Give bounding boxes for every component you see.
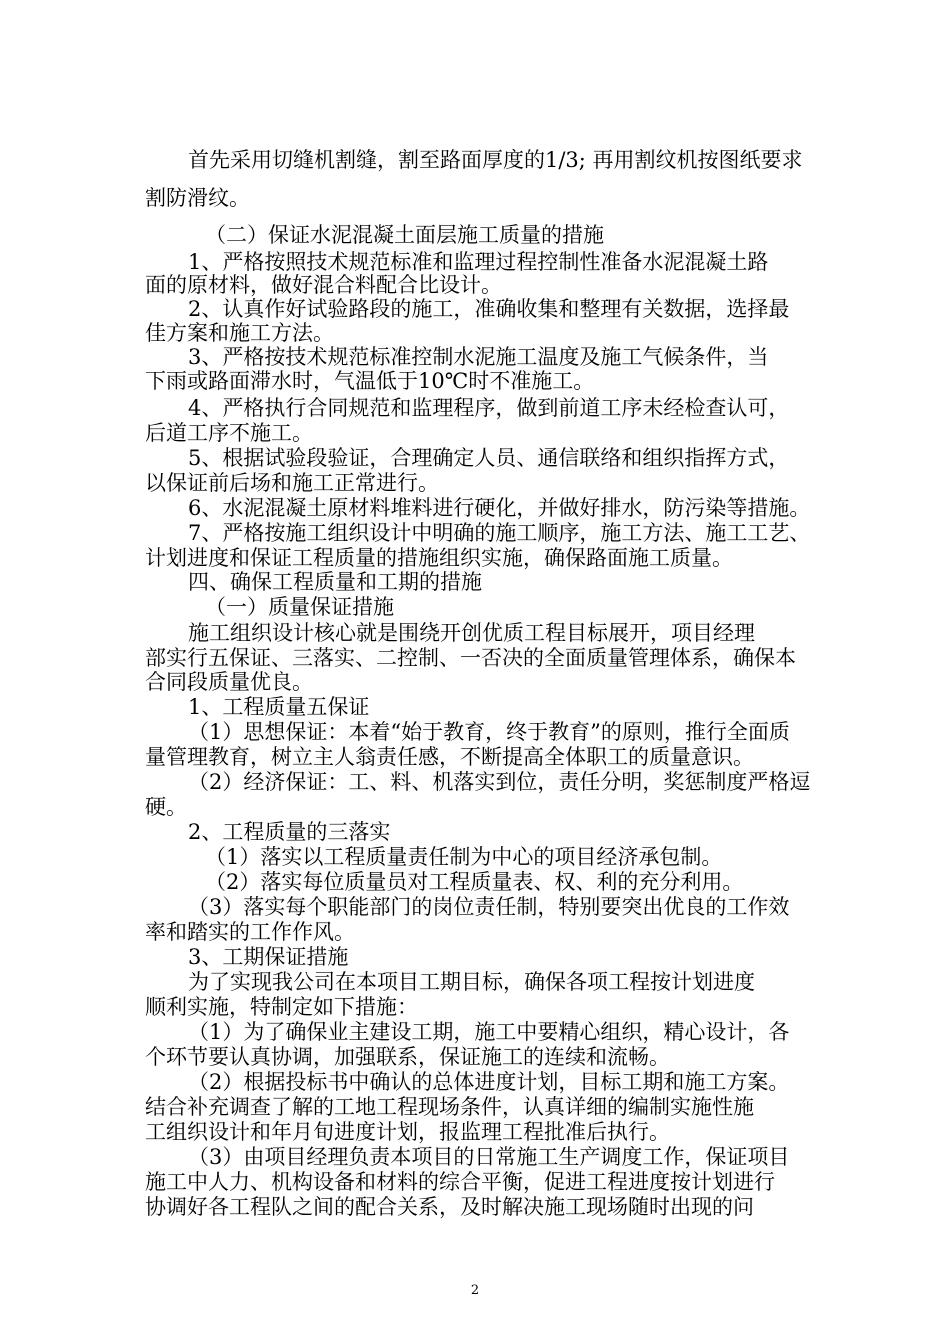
text-line: 5、根据试验段验证，合理确定人员、通信联络和组织指挥方式，: [188, 446, 790, 470]
text-line: 率和踏实的工作作风。: [145, 920, 355, 944]
text-line: 施工组织设计核心就是围绕开创优质工程目标展开，项目经理: [188, 621, 755, 645]
section-heading: （二）保证水泥混凝土面层施工质量的措施: [205, 223, 604, 247]
text-line: 施工中人力、机构设备和材料的综合平衡，促进工程进度按计划进行: [145, 1170, 775, 1194]
text-line: 1、严格按照技术规范标准和监理过程控制性准备水泥混凝土路: [188, 250, 769, 274]
text-line: （3）落实每个职能部门的岗位责任制，特别要突出优良的工作效: [188, 895, 790, 919]
page-number: 2: [470, 1283, 480, 1298]
text-line: 计划进度和保证工程质量的措施组织实施，确保路面施工质量。: [145, 546, 733, 570]
text-line: 部实行五保证、三落实、二控制、一否决的全面质量管理体系，确保本: [145, 646, 796, 670]
text-line: 下雨或路面滞水时，气温低于10℃时不准施工。: [145, 369, 595, 393]
section-heading: 四、确保工程质量和工期的措施: [188, 570, 482, 594]
text-line: （1）落实以工程质量责任制为中心的项目经济承包制。: [205, 845, 723, 869]
text-line: 佳方案和施工方法。: [145, 321, 334, 345]
text-line: 后道工序不施工。: [145, 421, 313, 445]
text-line: 量管理教育，树立主人翁责任感，不断提高全体职工的质量意识。: [145, 745, 754, 769]
section-heading: （一）质量保证措施: [205, 595, 394, 619]
text-line: （2）落实每位质量员对工程质量表、权、利的充分利用。: [205, 870, 744, 894]
text-line: 合同段质量优良。: [145, 670, 313, 694]
text-line: 以保证前后场和施工正常进行。: [145, 471, 439, 495]
text-line: （2）根据投标书中确认的总体进度计划，目标工期和施工方案。: [188, 1070, 790, 1094]
text-line: 首先采用切缝机割缝，割至路面厚度的1/3; 再用割纹机按图纸要求: [188, 148, 803, 172]
text-line: 割防滑纹。: [145, 186, 250, 210]
text-line: 7、严格按施工组织设计中明确的施工顺序，施工方法、施工工艺、: [188, 521, 811, 545]
text-line: 6、水泥混凝土原材料堆料进行硬化，并做好排水，防污染等措施。: [188, 496, 811, 520]
text-line: 工组织设计和年月旬进度计划，报监理工程批准后执行。: [145, 1120, 670, 1144]
text-line: 面的原材料，做好混合料配合比设计。: [145, 273, 502, 297]
text-line: 4、严格执行合同规范和监理程序，做到前道工序未经检查认可，: [188, 396, 790, 420]
text-line: （2）经济保证：工、料、机落实到位，责任分明，奖惩制度严格逗: [188, 770, 811, 794]
text-line: （1）为了确保业主建设工期，施工中要精心组织，精心设计，各: [188, 1020, 790, 1044]
subsection-heading: 1、工程质量五保证: [188, 695, 370, 719]
text-line: 顺利实施，特制定如下措施：: [145, 995, 418, 1019]
text-line: 协调好各工程队之间的配合关系，及时解决施工现场随时出现的问: [145, 1195, 754, 1219]
subsection-heading: 2、工程质量的三落实: [188, 820, 391, 844]
subsection-heading: 3、工期保证措施: [188, 945, 349, 969]
text-line: （1）思想保证：本着“始于教育，终于教育”的原则，推行全面质: [188, 720, 790, 744]
text-line: 硬。: [145, 795, 187, 819]
text-line: 结合补充调查了解的工地工程现场条件，认真详细的编制实施性施: [145, 1095, 754, 1119]
text-line: 个环节要认真协调，加强联系，保证施工的连续和流畅。: [145, 1045, 670, 1069]
text-line: 3、严格按技术规范标准控制水泥施工温度及施工气候条件，当: [188, 345, 769, 369]
text-line: （3）由项目经理负责本项目的日常施工生产调度工作，保证项目: [188, 1145, 790, 1169]
text-line: 为了实现我公司在本项目工期目标，确保各项工程按计划进度: [188, 970, 755, 994]
text-line: 2、认真作好试验路段的施工，准确收集和整理有关数据，选择最: [188, 297, 790, 321]
